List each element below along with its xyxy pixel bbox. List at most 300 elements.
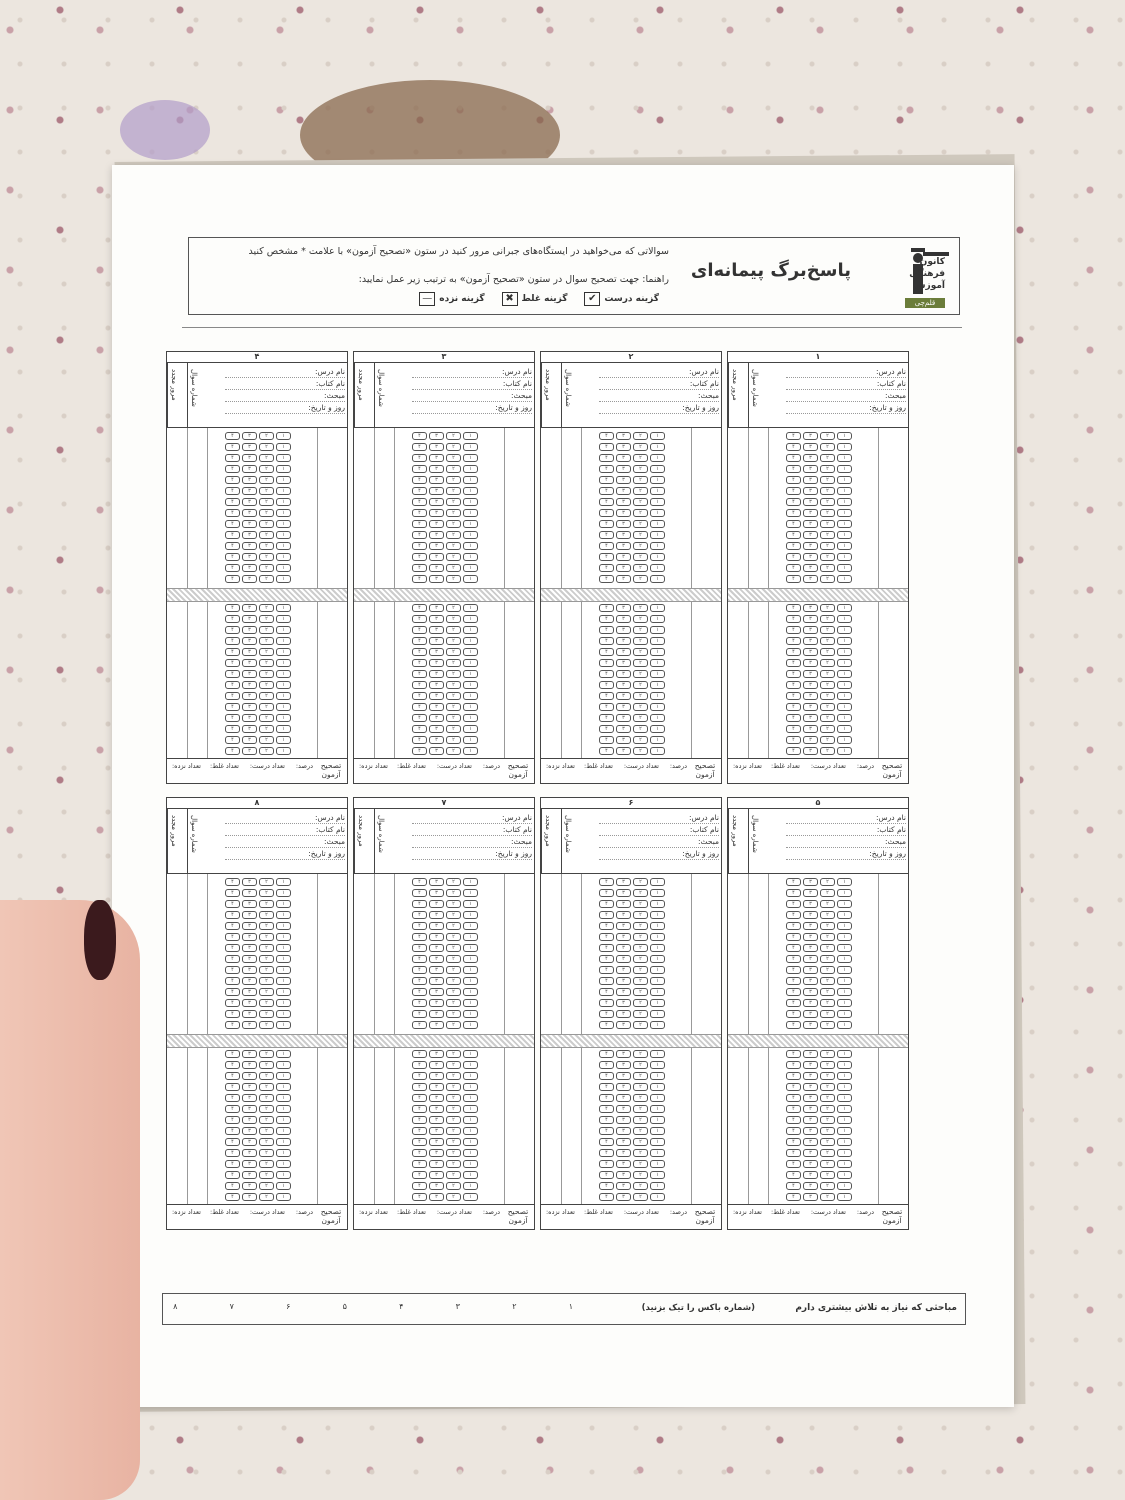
choice-bubble[interactable]: ۳	[616, 465, 631, 473]
choice-bubble[interactable]: ۱	[837, 1171, 852, 1179]
choice-bubble[interactable]: ۳	[429, 542, 444, 550]
choice-bubble[interactable]: ۴	[412, 637, 427, 645]
choice-bubble[interactable]: ۳	[429, 670, 444, 678]
choice-bubble[interactable]: ۲	[633, 1021, 648, 1029]
choice-bubble[interactable]: ۲	[446, 604, 461, 612]
choice-bubble[interactable]: ۴	[412, 933, 427, 941]
choice-bubble[interactable]: ۴	[225, 911, 240, 919]
choice-bubble[interactable]: ۱	[650, 553, 665, 561]
choice-bubble[interactable]: ۱	[650, 648, 665, 656]
choice-bubble[interactable]: ۳	[616, 1138, 631, 1146]
choice-bubble[interactable]: ۴	[786, 1072, 801, 1080]
choice-bubble[interactable]: ۲	[259, 575, 274, 583]
choice-bubble[interactable]: ۱	[276, 736, 291, 744]
choice-bubble[interactable]: ۳	[429, 1083, 444, 1091]
choice-bubble[interactable]: ۳	[242, 1116, 257, 1124]
choice-bubble[interactable]: ۴	[225, 465, 240, 473]
choice-bubble[interactable]: ۱	[463, 604, 478, 612]
choice-bubble[interactable]: ۳	[242, 703, 257, 711]
choice-bubble[interactable]: ۴	[786, 1138, 801, 1146]
choice-bubble[interactable]: ۲	[259, 955, 274, 963]
choice-bubble[interactable]: ۴	[225, 966, 240, 974]
choice-bubble[interactable]: ۳	[803, 900, 818, 908]
choice-bubble[interactable]: ۲	[820, 637, 835, 645]
choice-bubble[interactable]: ۴	[225, 626, 240, 634]
choice-bubble[interactable]: ۱	[650, 1127, 665, 1135]
choice-bubble[interactable]: ۲	[820, 911, 835, 919]
choice-bubble[interactable]: ۲	[259, 1127, 274, 1135]
choice-bubble[interactable]: ۴	[599, 498, 614, 506]
choice-bubble[interactable]: ۳	[616, 900, 631, 908]
choice-bubble[interactable]: ۲	[633, 1072, 648, 1080]
percent-field[interactable]: درصد:	[669, 762, 687, 770]
choice-bubble[interactable]: ۴	[412, 498, 427, 506]
choice-bubble[interactable]: ۳	[616, 476, 631, 484]
topic-field[interactable]: مبحث:	[599, 836, 719, 848]
choice-bubble[interactable]: ۴	[225, 1072, 240, 1080]
choice-bubble[interactable]: ۴	[786, 432, 801, 440]
choice-bubble[interactable]: ۲	[446, 944, 461, 952]
choice-bubble[interactable]: ۴	[599, 1010, 614, 1018]
choice-bubble[interactable]: ۲	[820, 933, 835, 941]
choice-bubble[interactable]: ۳	[242, 944, 257, 952]
choice-bubble[interactable]: ۱	[650, 692, 665, 700]
choice-bubble[interactable]: ۳	[803, 1105, 818, 1113]
choice-bubble[interactable]: ۳	[242, 1072, 257, 1080]
choice-bubble[interactable]: ۱	[650, 604, 665, 612]
choice-bubble[interactable]: ۲	[820, 747, 835, 755]
choice-bubble[interactable]: ۲	[259, 1116, 274, 1124]
choice-bubble[interactable]: ۴	[599, 553, 614, 561]
choice-bubble[interactable]: ۴	[412, 670, 427, 678]
choice-bubble[interactable]: ۱	[650, 999, 665, 1007]
choice-bubble[interactable]: ۳	[803, 542, 818, 550]
choice-bubble[interactable]: ۲	[820, 681, 835, 689]
choice-bubble[interactable]: ۴	[412, 509, 427, 517]
blank-count-field[interactable]: تعداد نزده:	[171, 1208, 201, 1216]
choice-bubble[interactable]: ۲	[446, 626, 461, 634]
choice-bubble[interactable]: ۴	[225, 1050, 240, 1058]
choice-bubble[interactable]: ۲	[446, 1072, 461, 1080]
choice-bubble[interactable]: ۲	[633, 1116, 648, 1124]
choice-bubble[interactable]: ۱	[837, 454, 852, 462]
choice-bubble[interactable]: ۳	[429, 637, 444, 645]
choice-bubble[interactable]: ۱	[650, 1193, 665, 1201]
choice-bubble[interactable]: ۴	[786, 911, 801, 919]
choice-bubble[interactable]: ۱	[837, 977, 852, 985]
choice-bubble[interactable]: ۳	[616, 933, 631, 941]
choice-bubble[interactable]: ۴	[225, 1193, 240, 1201]
choice-bubble[interactable]: ۴	[599, 1138, 614, 1146]
choice-bubble[interactable]: ۳	[242, 933, 257, 941]
choice-bubble[interactable]: ۱	[463, 542, 478, 550]
choice-bubble[interactable]: ۳	[803, 1160, 818, 1168]
choice-bubble[interactable]: ۲	[820, 1171, 835, 1179]
choice-bubble[interactable]: ۲	[633, 465, 648, 473]
choice-bubble[interactable]: ۳	[242, 487, 257, 495]
topic-field[interactable]: مبحث:	[225, 390, 345, 402]
choice-bubble[interactable]: ۱	[650, 443, 665, 451]
choice-bubble[interactable]: ۲	[820, 1021, 835, 1029]
choice-bubble[interactable]: ۳	[242, 878, 257, 886]
choice-bubble[interactable]: ۴	[225, 498, 240, 506]
choice-bubble[interactable]: ۱	[463, 988, 478, 996]
choice-bubble[interactable]: ۱	[276, 955, 291, 963]
choice-bubble[interactable]: ۲	[633, 615, 648, 623]
choice-bubble[interactable]: ۱	[650, 681, 665, 689]
lesson-field[interactable]: نام درس:	[412, 812, 532, 824]
choice-bubble[interactable]: ۲	[633, 1149, 648, 1157]
choice-bubble[interactable]: ۴	[786, 955, 801, 963]
choice-bubble[interactable]: ۲	[633, 692, 648, 700]
choice-bubble[interactable]: ۴	[599, 1149, 614, 1157]
choice-bubble[interactable]: ۳	[616, 553, 631, 561]
choice-bubble[interactable]: ۱	[276, 977, 291, 985]
choice-bubble[interactable]: ۳	[242, 454, 257, 462]
choice-bubble[interactable]: ۳	[242, 498, 257, 506]
choice-bubble[interactable]: ۱	[276, 900, 291, 908]
choice-bubble[interactable]: ۴	[412, 1149, 427, 1157]
choice-bubble[interactable]: ۳	[803, 747, 818, 755]
lesson-field[interactable]: نام درس:	[225, 812, 345, 824]
choice-bubble[interactable]: ۴	[412, 911, 427, 919]
choice-bubble[interactable]: ۴	[599, 637, 614, 645]
choice-bubble[interactable]: ۲	[446, 1116, 461, 1124]
box-number[interactable]: ۴	[399, 1302, 404, 1311]
choice-bubble[interactable]: ۲	[446, 670, 461, 678]
choice-bubble[interactable]: ۱	[837, 575, 852, 583]
choice-bubble[interactable]: ۱	[837, 714, 852, 722]
blank-count-field[interactable]: تعداد نزده:	[732, 762, 762, 770]
choice-bubble[interactable]: ۲	[633, 977, 648, 985]
choice-bubble[interactable]: ۱	[837, 999, 852, 1007]
choice-bubble[interactable]: ۱	[463, 1182, 478, 1190]
choice-bubble[interactable]: ۱	[650, 498, 665, 506]
correct-count-field[interactable]: تعداد درست:	[249, 762, 285, 770]
choice-bubble[interactable]: ۲	[633, 487, 648, 495]
choice-bubble[interactable]: ۴	[225, 531, 240, 539]
choice-bubble[interactable]: ۴	[599, 487, 614, 495]
choice-bubble[interactable]: ۲	[446, 1138, 461, 1146]
choice-bubble[interactable]: ۱	[276, 553, 291, 561]
choice-bubble[interactable]: ۴	[412, 692, 427, 700]
choice-bubble[interactable]: ۲	[259, 922, 274, 930]
book-field[interactable]: نام کتاب:	[599, 824, 719, 836]
choice-bubble[interactable]: ۲	[633, 999, 648, 1007]
wrong-count-field[interactable]: تعداد غلط:	[209, 762, 239, 770]
choice-bubble[interactable]: ۳	[803, 487, 818, 495]
box-number[interactable]: ۲	[512, 1302, 517, 1311]
choice-bubble[interactable]: ۳	[429, 465, 444, 473]
choice-bubble[interactable]: ۲	[446, 454, 461, 462]
choice-bubble[interactable]: ۴	[786, 1050, 801, 1058]
choice-bubble[interactable]: ۳	[429, 476, 444, 484]
choice-bubble[interactable]: ۳	[429, 648, 444, 656]
choice-bubble[interactable]: ۴	[412, 725, 427, 733]
choice-bubble[interactable]: ۳	[616, 988, 631, 996]
choice-bubble[interactable]: ۴	[786, 1061, 801, 1069]
choice-bubble[interactable]: ۴	[412, 999, 427, 1007]
choice-bubble[interactable]: ۲	[446, 659, 461, 667]
choice-bubble[interactable]: ۱	[463, 977, 478, 985]
choice-bubble[interactable]: ۲	[633, 1171, 648, 1179]
choice-bubble[interactable]: ۴	[412, 1182, 427, 1190]
choice-bubble[interactable]: ۲	[820, 1072, 835, 1080]
choice-bubble[interactable]: ۱	[837, 1061, 852, 1069]
choice-bubble[interactable]: ۲	[259, 432, 274, 440]
choice-bubble[interactable]: ۴	[225, 736, 240, 744]
choice-bubble[interactable]: ۳	[429, 531, 444, 539]
choice-bubble[interactable]: ۱	[463, 509, 478, 517]
choice-bubble[interactable]: ۱	[650, 1021, 665, 1029]
choice-bubble[interactable]: ۲	[820, 542, 835, 550]
choice-bubble[interactable]: ۱	[650, 1083, 665, 1091]
choice-bubble[interactable]: ۳	[242, 1050, 257, 1058]
choice-bubble[interactable]: ۳	[803, 966, 818, 974]
choice-bubble[interactable]: ۴	[412, 487, 427, 495]
choice-bubble[interactable]: ۱	[837, 1010, 852, 1018]
choice-bubble[interactable]: ۳	[803, 1061, 818, 1069]
choice-bubble[interactable]: ۱	[276, 509, 291, 517]
choice-bubble[interactable]: ۴	[786, 999, 801, 1007]
choice-bubble[interactable]: ۲	[633, 1094, 648, 1102]
choice-bubble[interactable]: ۱	[837, 604, 852, 612]
choice-bubble[interactable]: ۱	[837, 1160, 852, 1168]
choice-bubble[interactable]: ۴	[599, 922, 614, 930]
choice-bubble[interactable]: ۴	[225, 615, 240, 623]
choice-bubble[interactable]: ۱	[463, 999, 478, 1007]
blank-count-field[interactable]: تعداد نزده:	[171, 762, 201, 770]
choice-bubble[interactable]: ۴	[599, 564, 614, 572]
choice-bubble[interactable]: ۳	[616, 659, 631, 667]
choice-bubble[interactable]: ۲	[259, 900, 274, 908]
choice-bubble[interactable]: ۳	[242, 604, 257, 612]
choice-bubble[interactable]: ۲	[259, 944, 274, 952]
choice-bubble[interactable]: ۳	[616, 454, 631, 462]
choice-bubble[interactable]: ۲	[820, 725, 835, 733]
choice-bubble[interactable]: ۳	[429, 626, 444, 634]
choice-bubble[interactable]: ۱	[837, 736, 852, 744]
choice-bubble[interactable]: ۲	[259, 988, 274, 996]
choice-bubble[interactable]: ۲	[633, 659, 648, 667]
choice-bubble[interactable]: ۲	[259, 1010, 274, 1018]
choice-bubble[interactable]: ۲	[446, 889, 461, 897]
choice-bubble[interactable]: ۲	[259, 747, 274, 755]
choice-bubble[interactable]: ۲	[633, 604, 648, 612]
choice-bubble[interactable]: ۴	[786, 626, 801, 634]
choice-bubble[interactable]: ۱	[650, 1160, 665, 1168]
blank-count-field[interactable]: تعداد نزده:	[545, 762, 575, 770]
choice-bubble[interactable]: ۲	[633, 944, 648, 952]
choice-bubble[interactable]: ۲	[259, 648, 274, 656]
choice-bubble[interactable]: ۳	[429, 900, 444, 908]
choice-bubble[interactable]: ۴	[786, 944, 801, 952]
choice-bubble[interactable]: ۱	[650, 542, 665, 550]
choice-bubble[interactable]: ۳	[242, 1021, 257, 1029]
choice-bubble[interactable]: ۱	[276, 911, 291, 919]
choice-bubble[interactable]: ۳	[616, 498, 631, 506]
choice-bubble[interactable]: ۱	[650, 889, 665, 897]
choice-bubble[interactable]: ۳	[242, 1149, 257, 1157]
choice-bubble[interactable]: ۳	[803, 637, 818, 645]
choice-bubble[interactable]: ۳	[803, 1127, 818, 1135]
choice-bubble[interactable]: ۱	[276, 1021, 291, 1029]
choice-bubble[interactable]: ۳	[429, 1105, 444, 1113]
choice-bubble[interactable]: ۱	[463, 659, 478, 667]
choice-bubble[interactable]: ۲	[633, 476, 648, 484]
choice-bubble[interactable]: ۴	[412, 1127, 427, 1135]
choice-bubble[interactable]: ۲	[259, 714, 274, 722]
choice-bubble[interactable]: ۲	[633, 553, 648, 561]
choice-bubble[interactable]: ۳	[242, 714, 257, 722]
choice-bubble[interactable]: ۳	[616, 1149, 631, 1157]
choice-bubble[interactable]: ۲	[446, 553, 461, 561]
choice-bubble[interactable]: ۱	[276, 1094, 291, 1102]
choice-bubble[interactable]: ۲	[259, 1061, 274, 1069]
choice-bubble[interactable]: ۴	[225, 670, 240, 678]
choice-bubble[interactable]: ۳	[429, 933, 444, 941]
choice-bubble[interactable]: ۳	[803, 604, 818, 612]
choice-bubble[interactable]: ۴	[412, 900, 427, 908]
choice-bubble[interactable]: ۳	[429, 1021, 444, 1029]
choice-bubble[interactable]: ۴	[225, 1010, 240, 1018]
choice-bubble[interactable]: ۱	[650, 1072, 665, 1080]
choice-bubble[interactable]: ۲	[633, 889, 648, 897]
date-field[interactable]: روز و تاریخ:	[225, 402, 345, 414]
choice-bubble[interactable]: ۲	[259, 1182, 274, 1190]
choice-bubble[interactable]: ۴	[786, 933, 801, 941]
choice-bubble[interactable]: ۲	[633, 531, 648, 539]
choice-bubble[interactable]: ۴	[786, 564, 801, 572]
choice-bubble[interactable]: ۴	[599, 955, 614, 963]
choice-bubble[interactable]: ۳	[429, 487, 444, 495]
choice-bubble[interactable]: ۳	[429, 747, 444, 755]
choice-bubble[interactable]: ۳	[803, 1010, 818, 1018]
choice-bubble[interactable]: ۲	[259, 670, 274, 678]
choice-bubble[interactable]: ۲	[633, 648, 648, 656]
choice-bubble[interactable]: ۴	[786, 878, 801, 886]
choice-bubble[interactable]: ۲	[259, 531, 274, 539]
choice-bubble[interactable]: ۲	[259, 487, 274, 495]
choice-bubble[interactable]: ۲	[259, 553, 274, 561]
choice-bubble[interactable]: ۴	[786, 670, 801, 678]
choice-bubble[interactable]: ۴	[225, 933, 240, 941]
choice-bubble[interactable]: ۳	[803, 1083, 818, 1091]
choice-bubble[interactable]: ۴	[786, 615, 801, 623]
percent-field[interactable]: درصد:	[669, 1208, 687, 1216]
choice-bubble[interactable]: ۱	[276, 966, 291, 974]
choice-bubble[interactable]: ۴	[599, 1072, 614, 1080]
percent-field[interactable]: درصد:	[295, 1208, 313, 1216]
choice-bubble[interactable]: ۴	[225, 553, 240, 561]
choice-bubble[interactable]: ۱	[837, 1116, 852, 1124]
choice-bubble[interactable]: ۳	[242, 1010, 257, 1018]
choice-bubble[interactable]: ۳	[616, 1021, 631, 1029]
choice-bubble[interactable]: ۲	[259, 1193, 274, 1201]
choice-bubble[interactable]: ۱	[276, 1050, 291, 1058]
choice-bubble[interactable]: ۲	[446, 747, 461, 755]
choice-bubble[interactable]: ۳	[242, 1182, 257, 1190]
choice-bubble[interactable]: ۴	[599, 1116, 614, 1124]
choice-bubble[interactable]: ۱	[276, 454, 291, 462]
choice-bubble[interactable]: ۳	[616, 714, 631, 722]
choice-bubble[interactable]: ۳	[616, 944, 631, 952]
choice-bubble[interactable]: ۲	[633, 1127, 648, 1135]
choice-bubble[interactable]: ۲	[259, 1050, 274, 1058]
choice-bubble[interactable]: ۳	[242, 1061, 257, 1069]
choice-bubble[interactable]: ۳	[242, 922, 257, 930]
choice-bubble[interactable]: ۴	[786, 889, 801, 897]
choice-bubble[interactable]: ۴	[599, 714, 614, 722]
choice-bubble[interactable]: ۱	[837, 498, 852, 506]
choice-bubble[interactable]: ۱	[463, 626, 478, 634]
choice-bubble[interactable]: ۱	[837, 900, 852, 908]
choice-bubble[interactable]: ۳	[616, 1193, 631, 1201]
choice-bubble[interactable]: ۲	[633, 575, 648, 583]
choice-bubble[interactable]: ۴	[599, 878, 614, 886]
choice-bubble[interactable]: ۲	[820, 553, 835, 561]
choice-bubble[interactable]: ۳	[803, 1193, 818, 1201]
percent-field[interactable]: درصد:	[482, 762, 500, 770]
choice-bubble[interactable]: ۱	[276, 703, 291, 711]
choice-bubble[interactable]: ۴	[412, 1116, 427, 1124]
choice-bubble[interactable]: ۳	[803, 1149, 818, 1157]
choice-bubble[interactable]: ۴	[786, 542, 801, 550]
choice-bubble[interactable]: ۲	[446, 1182, 461, 1190]
choice-bubble[interactable]: ۴	[225, 432, 240, 440]
blank-count-field[interactable]: تعداد نزده:	[358, 762, 388, 770]
choice-bubble[interactable]: ۳	[429, 432, 444, 440]
choice-bubble[interactable]: ۴	[412, 465, 427, 473]
choice-bubble[interactable]: ۲	[633, 443, 648, 451]
choice-bubble[interactable]: ۴	[225, 988, 240, 996]
choice-bubble[interactable]: ۴	[786, 714, 801, 722]
choice-bubble[interactable]: ۱	[463, 564, 478, 572]
choice-bubble[interactable]: ۳	[803, 670, 818, 678]
choice-bubble[interactable]: ۲	[633, 637, 648, 645]
choice-bubble[interactable]: ۴	[225, 648, 240, 656]
choice-bubble[interactable]: ۲	[446, 911, 461, 919]
choice-bubble[interactable]: ۲	[259, 681, 274, 689]
choice-bubble[interactable]: ۱	[276, 889, 291, 897]
choice-bubble[interactable]: ۲	[259, 1171, 274, 1179]
choice-bubble[interactable]: ۲	[259, 542, 274, 550]
choice-bubble[interactable]: ۴	[412, 476, 427, 484]
choice-bubble[interactable]: ۳	[803, 736, 818, 744]
choice-bubble[interactable]: ۴	[225, 487, 240, 495]
choice-bubble[interactable]: ۲	[820, 988, 835, 996]
choice-bubble[interactable]: ۳	[803, 531, 818, 539]
choice-bubble[interactable]: ۱	[837, 1083, 852, 1091]
choice-bubble[interactable]: ۲	[446, 955, 461, 963]
choice-bubble[interactable]: ۳	[616, 922, 631, 930]
choice-bubble[interactable]: ۴	[225, 476, 240, 484]
choice-bubble[interactable]: ۴	[412, 922, 427, 930]
choice-bubble[interactable]: ۳	[803, 725, 818, 733]
choice-bubble[interactable]: ۱	[276, 615, 291, 623]
choice-bubble[interactable]: ۳	[429, 977, 444, 985]
choice-bubble[interactable]: ۱	[650, 1094, 665, 1102]
choice-bubble[interactable]: ۴	[786, 966, 801, 974]
correct-count-field[interactable]: تعداد درست:	[436, 762, 472, 770]
choice-bubble[interactable]: ۴	[786, 1094, 801, 1102]
choice-bubble[interactable]: ۳	[242, 988, 257, 996]
choice-bubble[interactable]: ۲	[820, 736, 835, 744]
choice-bubble[interactable]: ۳	[429, 692, 444, 700]
choice-bubble[interactable]: ۳	[429, 1182, 444, 1190]
choice-bubble[interactable]: ۱	[837, 615, 852, 623]
choice-bubble[interactable]: ۳	[803, 520, 818, 528]
